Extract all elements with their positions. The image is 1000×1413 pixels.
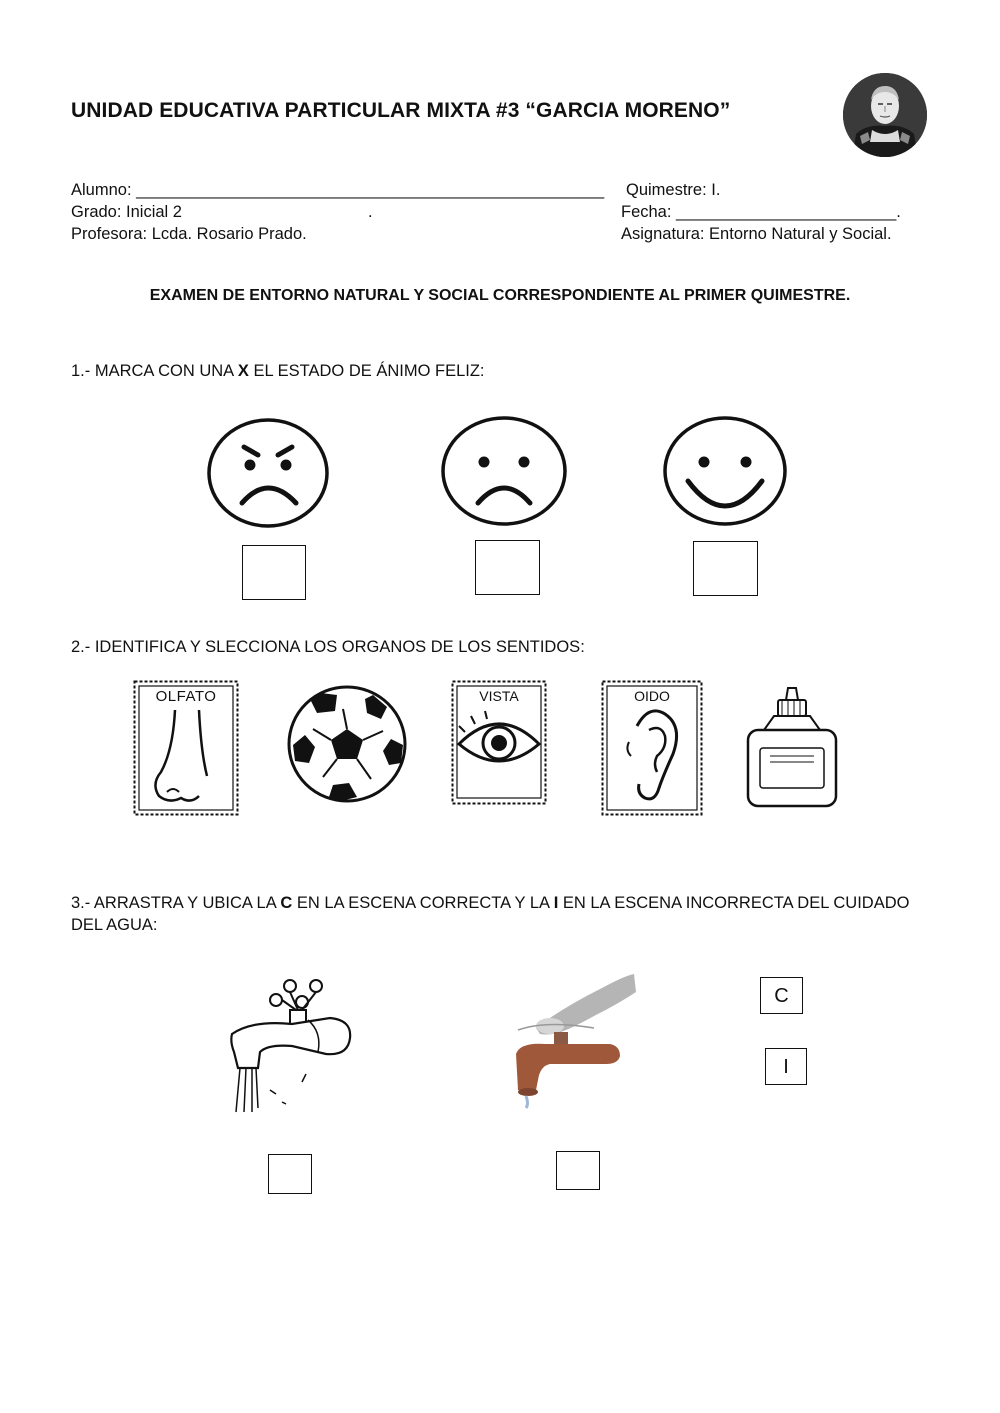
- angry-face-icon: [206, 417, 330, 529]
- school-title: UNIDAD EDUCATIVA PARTICULAR MIXTA #3 “GARCIA MORENO”: [71, 99, 731, 122]
- answer-box-happy[interactable]: [693, 541, 758, 596]
- grado-label: Grado: Inicial 2: [71, 203, 182, 221]
- profesora-label: Profesora: Lcda. Rosario Prado.: [71, 225, 307, 243]
- fecha-field: Fecha: ________________________.: [621, 203, 901, 221]
- closing-faucet-icon: [506, 970, 638, 1116]
- drop-box-running-faucet[interactable]: [268, 1154, 312, 1194]
- question-3-text: 3.- ARRASTRA Y UBICA LA C EN LA ESCENA CORRECTA Y LA I EN LA ESCENA INCORRECTA DEL CUIDADO DEL AGUA:: [71, 894, 910, 934]
- answer-box-sad[interactable]: [475, 540, 540, 595]
- soccer-ball-icon[interactable]: [287, 685, 407, 803]
- oido-label: OIDO: [634, 688, 670, 704]
- quimestre-label: Quimestre: I.: [626, 181, 721, 199]
- asignatura-label: Asignatura: Entorno Natural y Social.: [621, 225, 892, 243]
- olfato-card[interactable]: [133, 680, 239, 816]
- vista-card[interactable]: [451, 680, 547, 805]
- alumno-field: Alumno: ___________________________________________________: [71, 181, 605, 199]
- exam-title: EXAMEN DE ENTORNO NATURAL Y SOCIAL CORRESPONDIENTE AL PRIMER QUIMESTRE.: [149, 287, 851, 304]
- running-faucet-icon: [212, 972, 360, 1118]
- grado-dot: .: [368, 203, 373, 221]
- olfato-label: OLFATO: [155, 688, 217, 705]
- question-2-text: 2.- IDENTIFICA Y SLECCIONA LOS ORGANOS DE LOS SENTIDOS:: [71, 638, 585, 656]
- happy-face-icon: [662, 415, 788, 527]
- glue-bottle-icon[interactable]: [744, 686, 840, 810]
- oido-card[interactable]: [601, 680, 703, 816]
- question-1-text: 1.- MARCA CON UNA X EL ESTADO DE ÁNIMO FELIZ:: [71, 362, 485, 380]
- draggable-i-label[interactable]: I: [765, 1048, 807, 1085]
- vista-label: VISTA: [479, 688, 519, 704]
- drop-box-closing-faucet[interactable]: [556, 1151, 600, 1190]
- sad-face-icon: [440, 415, 568, 527]
- draggable-c-label[interactable]: C: [760, 977, 803, 1014]
- answer-box-angry[interactable]: [242, 545, 306, 600]
- garcia-moreno-portrait: [842, 72, 928, 158]
